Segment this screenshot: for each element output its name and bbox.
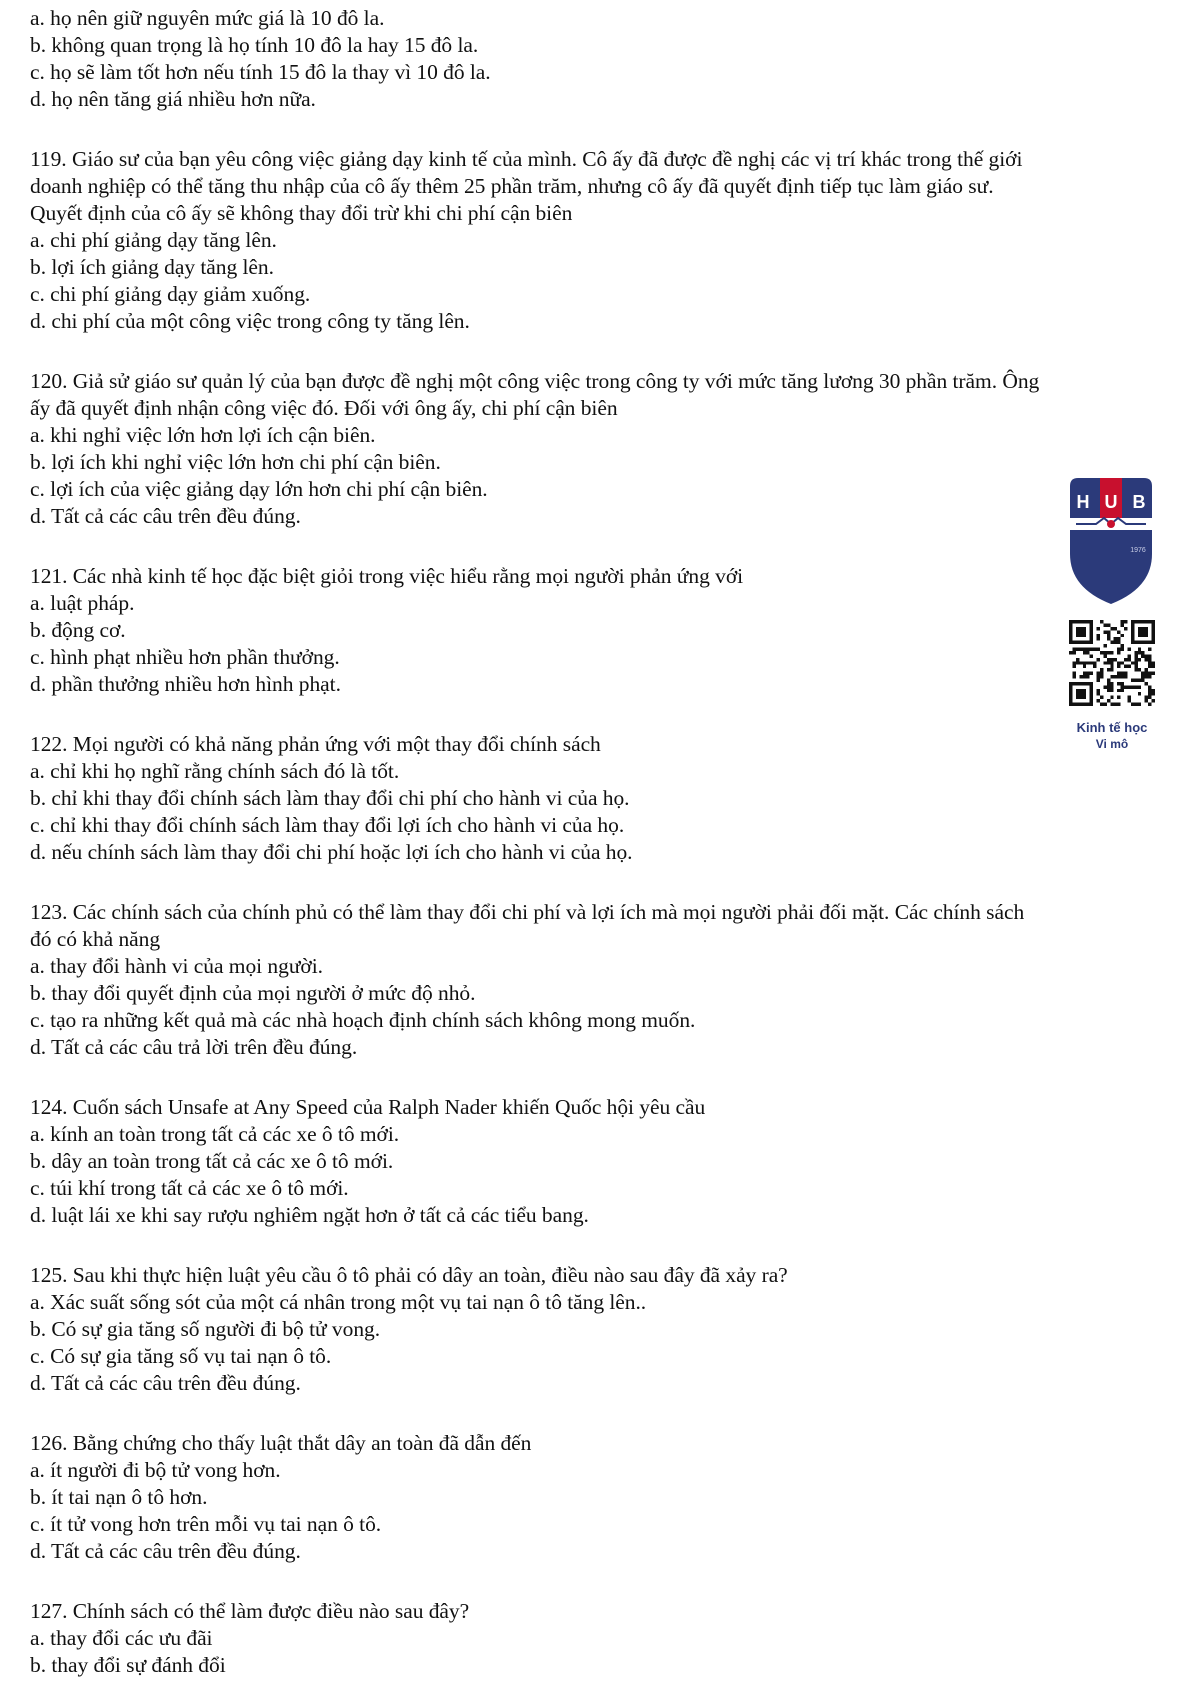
answer-option: b. lợi ích khi nghỉ việc lớn hơn chi phí cận biên.	[30, 450, 441, 474]
answer-option: a. thay đổi hành vi của mọi người.	[30, 954, 324, 978]
answer-option: c. lợi ích của việc giảng dạy lớn hơn chi phí cận biên.	[30, 477, 488, 501]
question-stem: 123. Các chính sách của chính phủ có thể làm thay đổi chi phí và lợi ích mà mọi người phải đối mặt. Các chính sách	[30, 900, 1025, 924]
answer-option: d. chi phí của một công việc trong công ty tăng lên.	[30, 309, 470, 333]
hub-badge	[1064, 476, 1164, 776]
answer-option: a. ít người đi bộ tử vong hơn.	[30, 1458, 281, 1482]
question-stem: 127. Chính sách có thể làm được điều nào sau đây?	[30, 1599, 470, 1623]
answer-option: c. chi phí giảng dạy giảm xuống.	[30, 282, 311, 306]
hub-logo-icon	[1066, 476, 1156, 606]
text-line: d. họ nên tăng giá nhiều hơn nữa.	[30, 87, 316, 111]
answer-option: d. luật lái xe khi say rượu nghiêm ngặt hơn ở tất cả các tiểu bang.	[30, 1203, 589, 1227]
text-line: b. không quan trọng là họ tính 10 đô la hay 15 đô la.	[30, 33, 479, 57]
answer-option: c. tạo ra những kết quả mà các nhà hoạch định chính sách không mong muốn.	[30, 1008, 696, 1032]
question-stem: 122. Mọi người có khả năng phản ứng với một thay đổi chính sách	[30, 732, 601, 756]
question-stem: 120. Giả sử giáo sư quản lý của bạn được đề nghị một công việc trong công ty với mức tăng lương 30 phần trăm. Ông	[30, 369, 1040, 393]
answer-option: d. nếu chính sách làm thay đổi chi phí hoặc lợi ích cho hành vi của họ.	[30, 840, 633, 864]
answer-option: a. kính an toàn trong tất cả các xe ô tô mới.	[30, 1122, 400, 1146]
question-stem: Quyết định của cô ấy sẽ không thay đổi trừ khi chi phí cận biên	[30, 201, 573, 225]
answer-option: d. phần thưởng nhiều hơn hình phạt.	[30, 672, 341, 696]
question-stem: 126. Bằng chứng cho thấy luật thắt dây an toàn đã dẫn đến	[30, 1431, 532, 1455]
answer-option: b. ít tai nạn ô tô hơn.	[30, 1485, 208, 1509]
answer-option: c. ít tử vong hơn trên mỗi vụ tai nạn ô tô.	[30, 1512, 382, 1536]
logo-letter: B	[1132, 492, 1146, 512]
question-stem: ấy đã quyết định nhận công việc đó. Đối với ông ấy, chi phí cận biên	[30, 396, 618, 420]
answer-option: d. Tất cả các câu trên đều đúng.	[30, 504, 301, 528]
question-stem: 119. Giáo sư của bạn yêu công việc giảng dạy kinh tế của mình. Cô ấy đã được đề nghị các vị trí khác trong thế giới	[30, 147, 1023, 171]
logo-letter: U	[1104, 492, 1118, 512]
answer-option: c. hình phạt nhiều hơn phần thưởng.	[30, 645, 340, 669]
answer-option: a. thay đổi các ưu đãi	[30, 1626, 213, 1650]
answer-option: a. Xác suất sống sót của một cá nhân trong một vụ tai nạn ô tô tăng lên..	[30, 1290, 647, 1314]
answer-option: b. lợi ích giảng dạy tăng lên.	[30, 255, 274, 279]
question-stem: 125. Sau khi thực hiện luật yêu cầu ô tô phải có dây an toàn, điều nào sau đây đã xảy ra?	[30, 1263, 788, 1287]
logo-year: 1976	[1130, 547, 1146, 554]
answer-option: b. thay đổi quyết định của mọi người ở mức độ nhỏ.	[30, 981, 476, 1005]
text-line: a. họ nên giữ nguyên mức giá là 10 đô la.	[30, 6, 385, 30]
question-stem: đó có khả năng	[30, 927, 161, 951]
answer-option: a. khi nghỉ việc lớn hơn lợi ích cận biên.	[30, 423, 376, 447]
badge-caption-subtitle: Vi mô	[1095, 737, 1129, 751]
question-stem: 121. Các nhà kinh tế học đặc biệt giỏi trong việc hiểu rằng mọi người phản ứng với	[30, 564, 744, 588]
text-line: c. họ sẽ làm tốt hơn nếu tính 15 đô la thay vì 10 đô la.	[30, 60, 491, 84]
answer-option: b. Có sự gia tăng số người đi bộ tử vong.	[30, 1317, 381, 1341]
qr-code-icon	[1069, 620, 1155, 706]
answer-option: d. Tất cả các câu trên đều đúng.	[30, 1371, 301, 1395]
badge-caption-title: Kinh tế học	[1076, 720, 1148, 735]
answer-option: a. luật pháp.	[30, 591, 135, 615]
logo-letter: H	[1076, 492, 1090, 512]
answer-option: a. chi phí giảng dạy tăng lên.	[30, 228, 277, 252]
answer-option: a. chỉ khi họ nghĩ rằng chính sách đó là tốt.	[30, 759, 400, 783]
answer-option: b. chỉ khi thay đổi chính sách làm thay đổi chi phí cho hành vi của họ.	[30, 786, 630, 810]
answer-option: c. Có sự gia tăng số vụ tai nạn ô tô.	[30, 1344, 332, 1368]
answer-option: c. túi khí trong tất cả các xe ô tô mới.	[30, 1176, 349, 1200]
question-stem: doanh nghiệp có thể tăng thu nhập của cô ấy thêm 25 phần trăm, nhưng cô ấy đã quyết định tiếp tục làm giáo sư.	[30, 174, 994, 198]
answer-option: b. động cơ.	[30, 618, 126, 642]
answer-option: c. chỉ khi thay đổi chính sách làm thay đổi lợi ích cho hành vi của họ.	[30, 813, 625, 837]
question-stem: 124. Cuốn sách Unsafe at Any Speed của Ralph Nader khiến Quốc hội yêu cầu	[30, 1095, 706, 1119]
answer-option: b. thay đổi sự đánh đổi	[30, 1653, 226, 1677]
answer-option: b. dây an toàn trong tất cả các xe ô tô mới.	[30, 1149, 394, 1173]
answer-option: d. Tất cả các câu trả lời trên đều đúng.	[30, 1035, 358, 1059]
answer-option: d. Tất cả các câu trên đều đúng.	[30, 1539, 301, 1563]
